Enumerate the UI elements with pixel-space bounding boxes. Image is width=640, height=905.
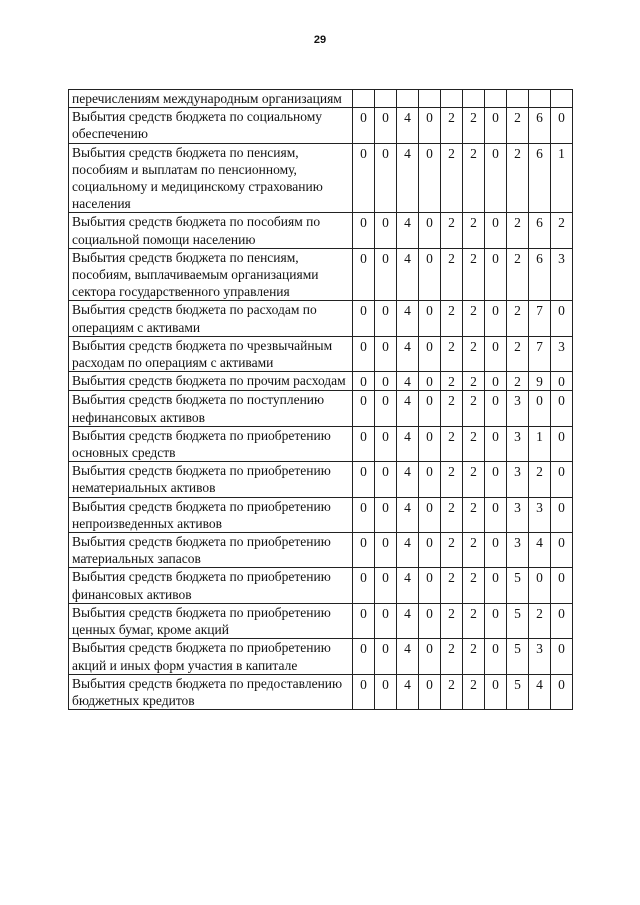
code-digit-cell: 5 (507, 568, 529, 603)
table-row (69, 213, 573, 248)
table-row (69, 568, 573, 603)
code-digit-cell: 2 (441, 301, 463, 336)
code-digit-cell: 3 (507, 462, 529, 497)
code-digit-cell: 4 (397, 674, 419, 709)
code-digit-cell: 0 (375, 426, 397, 461)
code-digit-cell: 0 (529, 391, 551, 426)
code-digit-cell: 0 (419, 248, 441, 301)
code-digit-cell: 3 (507, 497, 529, 532)
code-digit-cell: 0 (485, 336, 507, 371)
code-digit-cell: 0 (375, 568, 397, 603)
code-digit-cell: 0 (419, 497, 441, 532)
code-digit-cell: 0 (485, 143, 507, 213)
row-description: Выбытия средств бюджета по приобретению финансовых активов (69, 568, 353, 603)
code-digit-cell: 0 (353, 674, 375, 709)
code-digit-cell: 0 (375, 674, 397, 709)
row-description: Выбытия средств бюджета по пособиям по социальной помощи населению (69, 213, 353, 248)
row-description: Выбытия средств бюджета по приобретению непроизведенных активов (69, 497, 353, 532)
code-digit-cell: 2 (551, 213, 573, 248)
row-description: Выбытия средств бюджета по приобретению нематериальных активов (69, 462, 353, 497)
code-digit-cell: 2 (529, 603, 551, 638)
code-digit-cell: 2 (463, 372, 485, 391)
budget-codes-table (68, 89, 573, 710)
table-row (69, 462, 573, 497)
code-digit-cell: 0 (375, 301, 397, 336)
code-digit-cell: 0 (353, 639, 375, 674)
code-digit-cell: 0 (419, 108, 441, 143)
code-digit-cell: 5 (507, 674, 529, 709)
row-description: Выбытия средств бюджета по приобретению акций и иных форм участия в капитале (69, 639, 353, 674)
table-row (69, 497, 573, 532)
code-digit-cell: 5 (507, 639, 529, 674)
code-digit-cell: 0 (485, 568, 507, 603)
code-digit-cell: 0 (551, 603, 573, 638)
code-digit-cell: 0 (485, 533, 507, 568)
row-description: Выбытия средств бюджета по пенсиям, пособиям, выплачиваемым организациями сектора государственного управления (69, 248, 353, 301)
row-description: Выбытия средств бюджета по приобретению ценных бумаг, кроме акций (69, 603, 353, 638)
code-digit-cell: 0 (485, 108, 507, 143)
code-digit-cell: 0 (375, 336, 397, 371)
code-digit-cell: 2 (441, 391, 463, 426)
code-digit-cell: 0 (551, 391, 573, 426)
budget-codes-table-body (69, 90, 573, 710)
page-number: 29 (313, 34, 327, 46)
row-description: Выбытия средств бюджета по социальному обеспечению (69, 108, 353, 143)
code-digit-cell: 0 (375, 391, 397, 426)
row-description: Выбытия средств бюджета по пенсиям, пособиям и выплатам по пенсионному, социальному и медицинскому страхованию населения (69, 143, 353, 213)
code-digit-cell: 0 (419, 143, 441, 213)
code-digit-cell: 2 (463, 533, 485, 568)
code-digit-cell: 2 (529, 462, 551, 497)
code-digit-cell: 0 (419, 639, 441, 674)
code-digit-cell: 0 (485, 248, 507, 301)
code-digit-cell: 0 (353, 603, 375, 638)
code-digit-cell: 0 (353, 391, 375, 426)
code-digit-cell: 0 (375, 462, 397, 497)
table-row (69, 391, 573, 426)
code-digit-cell: 0 (419, 603, 441, 638)
code-digit-cell: 0 (419, 533, 441, 568)
code-digit-cell: 3 (551, 336, 573, 371)
code-digit-cell: 0 (529, 568, 551, 603)
code-digit-cell: 3 (507, 533, 529, 568)
code-digit-cell: 0 (375, 497, 397, 532)
code-digit-cell: 2 (463, 497, 485, 532)
table-row (69, 90, 573, 108)
code-digit-cell: 2 (507, 143, 529, 213)
row-description: Выбытия средств бюджета по чрезвычайным расходам по операциям с активами (69, 336, 353, 371)
code-digit-cell: 0 (485, 301, 507, 336)
code-digit-cell: 2 (463, 639, 485, 674)
code-digit-cell: 0 (485, 497, 507, 532)
code-digit-cell: 1 (551, 143, 573, 213)
code-digit-cell: 3 (507, 391, 529, 426)
code-digit-cell: 0 (375, 372, 397, 391)
code-digit-cell: 3 (507, 426, 529, 461)
code-digit-cell: 0 (419, 426, 441, 461)
code-digit-cell: 4 (397, 603, 419, 638)
code-digit-cell: 4 (397, 391, 419, 426)
code-digit-cell: 5 (507, 603, 529, 638)
code-digit-cell: 2 (507, 108, 529, 143)
code-digit-cell: 6 (529, 213, 551, 248)
code-digit-cell: 0 (375, 533, 397, 568)
code-digit-cell: 0 (551, 497, 573, 532)
code-digit-cell: 2 (507, 301, 529, 336)
row-description: Выбытия средств бюджета по приобретению основных средств (69, 426, 353, 461)
code-digit-cell: 2 (441, 143, 463, 213)
code-digit-cell: 2 (463, 336, 485, 371)
code-digit-cell: 0 (375, 639, 397, 674)
row-description: Выбытия средств бюджета по поступлению нефинансовых активов (69, 391, 353, 426)
table-row (69, 426, 573, 461)
code-digit-cell: 2 (441, 568, 463, 603)
code-digit-cell: 0 (353, 462, 375, 497)
code-digit-cell: 0 (353, 143, 375, 213)
code-digit-cell (485, 90, 507, 108)
code-digit-cell: 2 (507, 248, 529, 301)
code-digit-cell: 2 (463, 603, 485, 638)
row-description: Выбытия средств бюджета по приобретению материальных запасов (69, 533, 353, 568)
code-digit-cell: 3 (529, 639, 551, 674)
code-digit-cell: 2 (463, 391, 485, 426)
code-digit-cell: 4 (397, 248, 419, 301)
code-digit-cell: 4 (397, 108, 419, 143)
code-digit-cell: 4 (397, 462, 419, 497)
code-digit-cell: 1 (529, 426, 551, 461)
code-digit-cell: 0 (353, 108, 375, 143)
table-row (69, 603, 573, 638)
code-digit-cell (419, 90, 441, 108)
code-digit-cell: 4 (397, 213, 419, 248)
code-digit-cell: 2 (463, 248, 485, 301)
table-row (69, 372, 573, 391)
code-digit-cell: 0 (419, 213, 441, 248)
code-digit-cell: 0 (485, 372, 507, 391)
code-digit-cell: 0 (551, 568, 573, 603)
code-digit-cell: 2 (441, 336, 463, 371)
code-digit-cell: 2 (441, 108, 463, 143)
code-digit-cell: 0 (375, 603, 397, 638)
row-description: перечислениям международным организациям (69, 90, 353, 108)
code-digit-cell: 4 (397, 533, 419, 568)
code-digit-cell (507, 90, 529, 108)
code-digit-cell (375, 90, 397, 108)
code-digit-cell: 0 (485, 674, 507, 709)
code-digit-cell: 9 (529, 372, 551, 391)
code-digit-cell: 2 (507, 213, 529, 248)
code-digit-cell: 0 (419, 301, 441, 336)
code-digit-cell: 4 (397, 568, 419, 603)
code-digit-cell: 2 (441, 426, 463, 461)
code-digit-cell (463, 90, 485, 108)
code-digit-cell: 0 (419, 568, 441, 603)
table-row (69, 639, 573, 674)
table-row (69, 108, 573, 143)
code-digit-cell (529, 90, 551, 108)
code-digit-cell: 3 (551, 248, 573, 301)
code-digit-cell: 0 (375, 213, 397, 248)
code-digit-cell: 2 (441, 213, 463, 248)
code-digit-cell: 2 (463, 143, 485, 213)
table-row (69, 301, 573, 336)
code-digit-cell: 0 (551, 674, 573, 709)
code-digit-cell: 0 (485, 603, 507, 638)
code-digit-cell: 2 (441, 674, 463, 709)
code-digit-cell: 0 (551, 533, 573, 568)
code-digit-cell: 6 (529, 248, 551, 301)
code-digit-cell: 0 (353, 248, 375, 301)
code-digit-cell: 0 (485, 639, 507, 674)
code-digit-cell: 0 (551, 108, 573, 143)
code-digit-cell: 2 (441, 372, 463, 391)
row-description: Выбытия средств бюджета по предоставлению бюджетных кредитов (69, 674, 353, 709)
code-digit-cell: 6 (529, 108, 551, 143)
code-digit-cell: 2 (507, 336, 529, 371)
code-digit-cell: 0 (353, 497, 375, 532)
code-digit-cell (397, 90, 419, 108)
code-digit-cell: 0 (551, 301, 573, 336)
row-description: Выбытия средств бюджета по расходам по операциям с активами (69, 301, 353, 336)
code-digit-cell (353, 90, 375, 108)
row-description: Выбытия средств бюджета по прочим расходам (69, 372, 353, 391)
code-digit-cell: 0 (353, 533, 375, 568)
code-digit-cell: 4 (397, 497, 419, 532)
code-digit-cell: 0 (551, 426, 573, 461)
code-digit-cell: 0 (551, 462, 573, 497)
code-digit-cell: 4 (397, 336, 419, 371)
code-digit-cell: 4 (397, 372, 419, 391)
code-digit-cell: 2 (463, 568, 485, 603)
code-digit-cell: 0 (419, 391, 441, 426)
code-digit-cell (441, 90, 463, 108)
code-digit-cell: 0 (375, 248, 397, 301)
code-digit-cell: 2 (441, 462, 463, 497)
code-digit-cell: 2 (463, 426, 485, 461)
code-digit-cell: 2 (507, 372, 529, 391)
code-digit-cell: 2 (441, 533, 463, 568)
code-digit-cell: 3 (529, 497, 551, 532)
code-digit-cell: 0 (419, 336, 441, 371)
code-digit-cell: 4 (529, 674, 551, 709)
code-digit-cell: 0 (353, 426, 375, 461)
code-digit-cell: 4 (397, 143, 419, 213)
code-digit-cell: 0 (375, 108, 397, 143)
code-digit-cell: 0 (353, 336, 375, 371)
code-digit-cell: 2 (463, 213, 485, 248)
code-digit-cell: 0 (485, 213, 507, 248)
code-digit-cell: 4 (397, 301, 419, 336)
code-digit-cell: 0 (353, 568, 375, 603)
code-digit-cell: 4 (529, 533, 551, 568)
table-row (69, 674, 573, 709)
code-digit-cell: 0 (353, 372, 375, 391)
table-row (69, 143, 573, 213)
table-row (69, 533, 573, 568)
code-digit-cell: 4 (397, 426, 419, 461)
code-digit-cell: 2 (441, 497, 463, 532)
code-digit-cell: 0 (551, 639, 573, 674)
code-digit-cell: 0 (375, 143, 397, 213)
code-digit-cell: 0 (485, 426, 507, 461)
code-digit-cell: 2 (441, 639, 463, 674)
code-digit-cell: 0 (353, 213, 375, 248)
code-digit-cell: 7 (529, 301, 551, 336)
code-digit-cell: 2 (463, 462, 485, 497)
code-digit-cell: 2 (441, 603, 463, 638)
code-digit-cell: 2 (441, 248, 463, 301)
code-digit-cell: 0 (419, 674, 441, 709)
code-digit-cell: 2 (463, 674, 485, 709)
table-row (69, 336, 573, 371)
code-digit-cell: 2 (463, 108, 485, 143)
code-digit-cell: 0 (485, 462, 507, 497)
code-digit-cell: 0 (551, 372, 573, 391)
code-digit-cell: 0 (419, 462, 441, 497)
code-digit-cell: 7 (529, 336, 551, 371)
code-digit-cell: 6 (529, 143, 551, 213)
table-row (69, 248, 573, 301)
code-digit-cell: 0 (353, 301, 375, 336)
code-digit-cell: 4 (397, 639, 419, 674)
code-digit-cell (551, 90, 573, 108)
code-digit-cell: 0 (485, 391, 507, 426)
code-digit-cell: 2 (463, 301, 485, 336)
code-digit-cell: 0 (419, 372, 441, 391)
